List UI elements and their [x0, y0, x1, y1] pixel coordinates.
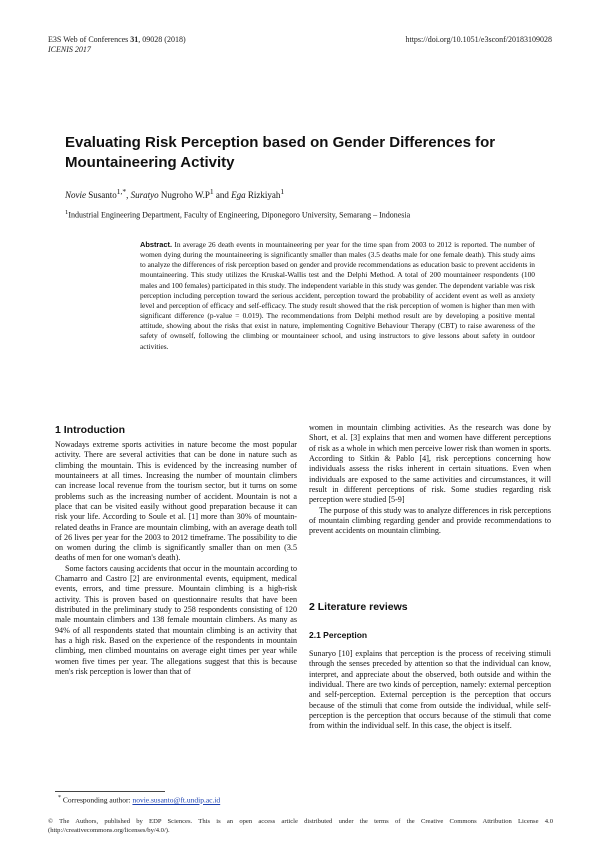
- footnote-divider: [55, 791, 165, 792]
- affiliation: $^1$Industrial Engineering Department, Faculty of Engineering, Diponegoro University, Semarang – Indonesia: [65, 209, 411, 220]
- right-column: [309, 423, 551, 536]
- subsection-heading-perception: 2.1 Perception: [309, 630, 368, 640]
- intro-paragraph-4: The purpose of this study was to analyze differences in risk perceptions of mountain climbing regarding gender and provide recommendations to prevent accidents on mountain climbing.: [309, 505, 551, 536]
- abstract-label: Abstract.: [140, 240, 173, 249]
- running-header: [48, 35, 186, 55]
- doi-link[interactable]: https://doi.org/10.1051/e3sconf/20183109028: [405, 35, 552, 44]
- intro-paragraph-3: women in mountain climbing activities. As the research was done by Short, et al. [3] explains that men and women have different perceptions of risk as a whole in which men perceive lower risk than women in sports. According to Sitkin & Pablo [4], risk perceptions concerning how individuals assess the risks inherent in certain situations. Even when individuals are exposed to the same activities and circumstances, it will result in different perceptions of risk. Some studies regarding risk perception were studied [5-9]: [309, 423, 551, 505]
- section-heading-introduction: 1 Introduction: [55, 424, 125, 436]
- left-column: [55, 440, 297, 677]
- abstract-text: In average 26 death events in mountaineering per year for the time span from 2003 to 2012 is reported. The number of women dying during the mountaineering is significantly smaller than males (3.5 deaths male for one female death). This study aims to analyze the differences of risk perception based on gender and provide recommendations as education basic to prevent accidents in mountaineering. This study utilizes the Kruskal-Wallis test and the Delphi Method. A total of 200 mountaineer respondents (100 males and 100 females) participated in this study. The independent variable in this study was gender. The dependent variable was risk perception including perception toward the serious accident, perception toward the probability of accident event as well as anxiety level and perception of efficacy and self-efficacy. The study result showed that the risk perception of women is higher than men with significant difference (p-value = 0.019). The recommendations from Delphi method result are by developing a positive mental attitude, showing about the risks that exist in nature, implementing Cognitive Behaviour Therapy (CBT) to raise awareness of the safety of ownself, following the climbing or mountaineer school, and using instructors to give lessons about safety in outdoor activities.: [140, 240, 535, 351]
- license-notice: © The Authors, published by EDP Sciences. This is an open access article distributed under the terms of the Creative Commons Attribution License 4.0 (http://creativecommons.org/licenses/by/4.0/).: [48, 818, 553, 834]
- author-email-link[interactable]: novie.susanto@ft.undip.ac.id: [132, 795, 221, 805]
- intro-paragraph-2: Some factors causing accidents that occur in the mountain according to Chamarro and Castro [2] are environmental events, equipment, medical events, errors, and time pressure. Mountain climbing is a high-risk activity. This is proven based on questionnaire results that have been distributed in the preliminary study to 258 respondents consisting of 120 male mountain climbers and 138 female mountain climbers. As many as 94% of all respondents stated that mountain climbing is an activity that has a high risk. Based on the experience of the respondents in mountain climbing, men climbed mountains on average eight times per year while women five times per year. The allegations suggest that this is because men's risk perception is lower than that of: [55, 563, 297, 676]
- perception-paragraph: Sunaryo [10] explains that perception is the process of receiving stimuli through the senses preceded by attention so that the individual can know, interpret, and appreciate about the observed, both outside and within the individual. There are two kinds of perception, namely: external perception and self-perception. External perception is the perception that occurs because of the stimuli that come from outside the individual, while self-perception is the perception that occurs because of the stimuli that come from within the individual self. In this case, the object is itself.: [309, 649, 551, 731]
- abstract: [140, 240, 535, 352]
- intro-paragraph-1: Nowadays extreme sports activities in nature become the most popular activity. There are several activities that can be done in nature such as climbing the mountain. This is evidenced by the increasing number of mountaineers at all times. Increasing the number of mountain climbers can increase local revenue from the tourism sector, but it turns on some problems such as the increasing number of accident. Mountain is not a place that can be visited easily without good preparation because it can risk your life. According to Soule et al. [1] more than 30% of mountain-related deaths in France are mountain climbing, with an average death toll of 26 lives per year for the 2003 to 2012 timeframe. The possibility to die on women during the climb is significantly smaller than on men (3.5 deaths of men for one woman's death).: [55, 440, 297, 563]
- corresponding-author-note: * Corresponding author: novie.susanto@ft.undip.ac.id: [58, 795, 221, 805]
- right-column-lower: [309, 649, 551, 732]
- journal-volume: 31: [130, 35, 139, 44]
- conference-name: ICENIS 2017: [48, 45, 91, 54]
- author-list: Novie Susanto$^{1,*}$, Suratyo Nugroho $W.P^1$ and Ega Rizkiyah$^1$: [65, 187, 285, 200]
- section-heading-literature: 2 Literature reviews: [309, 601, 408, 613]
- paper-title: Evaluating Risk Perception based on Gender Differences for Mountaineering Activity: [65, 134, 496, 171]
- journal-citation: E3S Web of Conferences 31, 09028 (2018): [48, 35, 186, 44]
